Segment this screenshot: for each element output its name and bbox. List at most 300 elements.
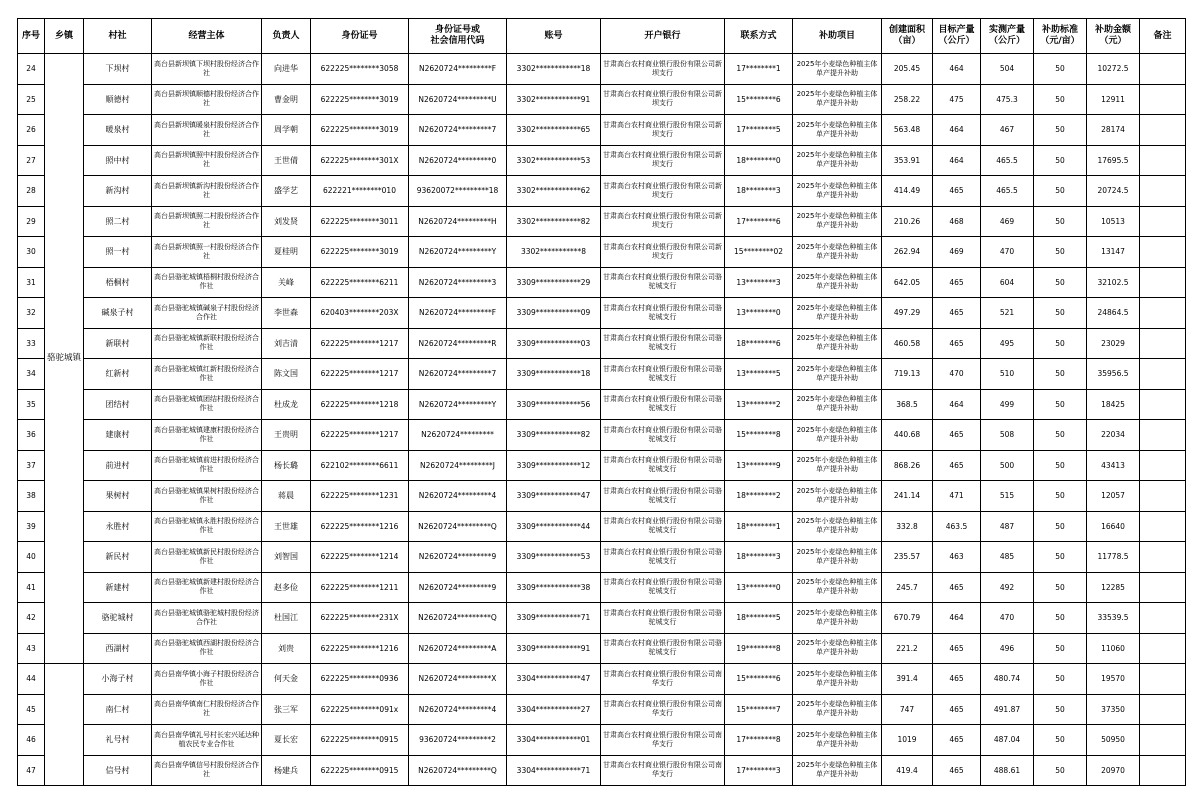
cell-project: 2025年小麦绿色种植主体单产提升补助	[793, 359, 882, 390]
cell-village: 新建村	[84, 572, 152, 603]
cell-account: 3309************12	[507, 450, 601, 481]
cell-area: 747	[882, 694, 933, 725]
cell-remark	[1140, 267, 1186, 298]
cell-seq: 25	[18, 84, 45, 115]
cell-bank: 甘肃高台农村商业银行股份有限公司南华支行	[601, 694, 725, 725]
header-bank: 开户银行	[601, 19, 725, 54]
cell-actual-yield: 504	[981, 54, 1034, 85]
cell-seq: 47	[18, 755, 45, 786]
cell-id-number: 622225********3019	[311, 84, 409, 115]
cell-project: 2025年小麦绿色种植主体单产提升补助	[793, 145, 882, 176]
cell-credit-code: N2620724*********Y	[409, 237, 507, 268]
cell-credit-code: N2620724*********X	[409, 664, 507, 695]
cell-phone: 15********6	[725, 84, 793, 115]
cell-village: 顺德村	[84, 84, 152, 115]
cell-remark	[1140, 115, 1186, 146]
cell-entity: 高台县南华镇小海子村股份经济合作社	[152, 664, 262, 695]
cell-project: 2025年小麦绿色种植主体单产提升补助	[793, 511, 882, 542]
cell-person: 杨建兵	[262, 755, 311, 786]
cell-bank: 甘肃高台农村商业银行股份有限公司骆驼城支行	[601, 481, 725, 512]
cell-bank: 甘肃高台农村商业银行股份有限公司新坝支行	[601, 54, 725, 85]
cell-subsidy-amount: 24864.5	[1087, 298, 1140, 329]
cell-credit-code: N2620724*********Q	[409, 511, 507, 542]
cell-id-number: 622225********1231	[311, 481, 409, 512]
cell-account: 3309************91	[507, 633, 601, 664]
cell-project: 2025年小麦绿色种植主体单产提升补助	[793, 694, 882, 725]
cell-account: 3302***********8	[507, 237, 601, 268]
cell-target-yield: 465	[933, 725, 981, 756]
cell-subsidy-amount: 12285	[1087, 572, 1140, 603]
cell-seq: 32	[18, 298, 45, 329]
cell-village: 新联村	[84, 328, 152, 359]
cell-phone: 18********2	[725, 481, 793, 512]
table-row	[18, 389, 1186, 420]
cell-seq: 28	[18, 176, 45, 207]
cell-id-number: 622225********231X	[311, 603, 409, 634]
cell-village: 永胜村	[84, 511, 152, 542]
cell-seq: 36	[18, 420, 45, 451]
cell-actual-yield: 485	[981, 542, 1034, 573]
cell-area: 460.58	[882, 328, 933, 359]
cell-seq: 27	[18, 145, 45, 176]
cell-target-yield: 464	[933, 115, 981, 146]
cell-target-yield: 464	[933, 54, 981, 85]
cell-bank: 甘肃高台农村商业银行股份有限公司骆驼城支行	[601, 328, 725, 359]
cell-remark	[1140, 664, 1186, 695]
cell-credit-code: N2620724*********7	[409, 115, 507, 146]
table-row	[18, 176, 1186, 207]
cell-entity: 高台县骆驼城镇骆驼城村股份经济合作社	[152, 603, 262, 634]
cell-target-yield: 465	[933, 694, 981, 725]
cell-phone: 15********8	[725, 420, 793, 451]
cell-phone: 17********1	[725, 54, 793, 85]
cell-account: 3309************29	[507, 267, 601, 298]
cell-bank: 甘肃高台农村商业银行股份有限公司骆驼城支行	[601, 389, 725, 420]
cell-credit-code: N2620724*********Q	[409, 755, 507, 786]
cell-area: 235.57	[882, 542, 933, 573]
cell-village: 建康村	[84, 420, 152, 451]
cell-account: 3309************44	[507, 511, 601, 542]
cell-project: 2025年小麦绿色种植主体单产提升补助	[793, 420, 882, 451]
cell-credit-code: N2620724*********Q	[409, 603, 507, 634]
cell-village: 下坝村	[84, 54, 152, 85]
cell-subsidy-standard: 50	[1034, 328, 1087, 359]
cell-seq: 38	[18, 481, 45, 512]
cell-target-yield: 465	[933, 298, 981, 329]
table-row	[18, 481, 1186, 512]
cell-target-yield: 468	[933, 206, 981, 237]
cell-village: 梧桐村	[84, 267, 152, 298]
cell-credit-code: N2620724*********4	[409, 481, 507, 512]
cell-project: 2025年小麦绿色种植主体单产提升补助	[793, 755, 882, 786]
cell-account: 3302************62	[507, 176, 601, 207]
cell-target-yield: 471	[933, 481, 981, 512]
cell-bank: 甘肃高台农村商业银行股份有限公司新坝支行	[601, 84, 725, 115]
cell-remark	[1140, 359, 1186, 390]
cell-seq: 29	[18, 206, 45, 237]
cell-seq: 26	[18, 115, 45, 146]
header-seq: 序号	[18, 19, 45, 54]
cell-target-yield: 463.5	[933, 511, 981, 542]
cell-account: 3304************71	[507, 755, 601, 786]
subsidy-table	[17, 18, 1186, 786]
cell-subsidy-standard: 50	[1034, 298, 1087, 329]
header-row	[18, 19, 1186, 54]
table-row	[18, 572, 1186, 603]
table-row	[18, 664, 1186, 695]
cell-credit-code: N2620724*********R	[409, 328, 507, 359]
cell-credit-code: N2620724*********F	[409, 298, 507, 329]
cell-phone: 18********3	[725, 542, 793, 573]
cell-project: 2025年小麦绿色种植主体单产提升补助	[793, 115, 882, 146]
cell-village: 新民村	[84, 542, 152, 573]
cell-person: 盛学艺	[262, 176, 311, 207]
cell-account: 3304************27	[507, 694, 601, 725]
cell-subsidy-standard: 50	[1034, 176, 1087, 207]
cell-actual-yield: 480.74	[981, 664, 1034, 695]
cell-town-blank	[45, 664, 84, 786]
cell-remark	[1140, 694, 1186, 725]
header-person: 负责人	[262, 19, 311, 54]
cell-seq: 30	[18, 237, 45, 268]
cell-person: 刘吉清	[262, 328, 311, 359]
cell-bank: 甘肃高台农村商业银行股份有限公司骆驼城支行	[601, 511, 725, 542]
cell-bank: 甘肃高台农村商业银行股份有限公司骆驼城支行	[601, 542, 725, 573]
cell-subsidy-standard: 50	[1034, 603, 1087, 634]
cell-village: 碱泉子村	[84, 298, 152, 329]
cell-subsidy-amount: 33539.5	[1087, 603, 1140, 634]
table-row	[18, 542, 1186, 573]
cell-remark	[1140, 511, 1186, 542]
cell-project: 2025年小麦绿色种植主体单产提升补助	[793, 176, 882, 207]
cell-target-yield: 465	[933, 328, 981, 359]
cell-phone: 17********3	[725, 755, 793, 786]
cell-id-number: 622225********3011	[311, 206, 409, 237]
cell-area: 642.05	[882, 267, 933, 298]
cell-project: 2025年小麦绿色种植主体单产提升补助	[793, 572, 882, 603]
cell-target-yield: 465	[933, 633, 981, 664]
cell-phone: 19********8	[725, 633, 793, 664]
cell-entity: 高台县骆驼城镇新民村股份经济合作社	[152, 542, 262, 573]
cell-subsidy-standard: 50	[1034, 54, 1087, 85]
cell-credit-code: N2620724*********H	[409, 206, 507, 237]
table-header	[18, 19, 1186, 54]
cell-entity: 高台县新坝镇暖泉村股份经济合作社	[152, 115, 262, 146]
cell-subsidy-amount: 16640	[1087, 511, 1140, 542]
header-village: 村社	[84, 19, 152, 54]
cell-target-yield: 465	[933, 267, 981, 298]
cell-actual-yield: 487.04	[981, 725, 1034, 756]
cell-area: 391.4	[882, 664, 933, 695]
cell-phone: 18********6	[725, 328, 793, 359]
header-project: 补助项目	[793, 19, 882, 54]
cell-entity: 高台县骆驼城镇前进村股份经济合作社	[152, 450, 262, 481]
cell-person: 向进华	[262, 54, 311, 85]
cell-seq: 42	[18, 603, 45, 634]
cell-person: 刘智国	[262, 542, 311, 573]
cell-area: 262.94	[882, 237, 933, 268]
cell-subsidy-amount: 12911	[1087, 84, 1140, 115]
cell-entity: 高台县骆驼城镇新联村股份经济合作社	[152, 328, 262, 359]
cell-actual-yield: 465.5	[981, 176, 1034, 207]
header-subsidy-standard: 补助标准 （元/亩）	[1034, 19, 1087, 54]
cell-area: 241.14	[882, 481, 933, 512]
cell-subsidy-standard: 50	[1034, 450, 1087, 481]
cell-phone: 13********5	[725, 359, 793, 390]
cell-remark	[1140, 176, 1186, 207]
cell-subsidy-amount: 13147	[1087, 237, 1140, 268]
cell-seq: 46	[18, 725, 45, 756]
cell-village: 新沟村	[84, 176, 152, 207]
cell-bank: 甘肃高台农村商业银行股份有限公司南华支行	[601, 755, 725, 786]
cell-village: 南仁村	[84, 694, 152, 725]
cell-subsidy-standard: 50	[1034, 115, 1087, 146]
cell-credit-code: 93620072*********18	[409, 176, 507, 207]
cell-subsidy-standard: 50	[1034, 237, 1087, 268]
cell-account: 3309************82	[507, 420, 601, 451]
cell-credit-code: N2620724*********A	[409, 633, 507, 664]
cell-bank: 甘肃高台农村商业银行股份有限公司骆驼城支行	[601, 603, 725, 634]
cell-id-number: 622221********010	[311, 176, 409, 207]
cell-bank: 甘肃高台农村商业银行股份有限公司新坝支行	[601, 115, 725, 146]
cell-village: 信号村	[84, 755, 152, 786]
cell-project: 2025年小麦绿色种植主体单产提升补助	[793, 450, 882, 481]
cell-subsidy-standard: 50	[1034, 420, 1087, 451]
cell-entity: 高台县新坝镇照中村股份经济合作社	[152, 145, 262, 176]
cell-entity: 高台县南华镇南仁村股份经济合作社	[152, 694, 262, 725]
cell-id-number: 622225********1217	[311, 328, 409, 359]
table-row	[18, 54, 1186, 85]
cell-subsidy-standard: 50	[1034, 633, 1087, 664]
table-row	[18, 328, 1186, 359]
cell-area: 414.49	[882, 176, 933, 207]
cell-account: 3309************53	[507, 542, 601, 573]
cell-actual-yield: 465.5	[981, 145, 1034, 176]
cell-village: 骆驼城村	[84, 603, 152, 634]
cell-village: 礼号村	[84, 725, 152, 756]
cell-project: 2025年小麦绿色种植主体单产提升补助	[793, 206, 882, 237]
cell-village: 照中村	[84, 145, 152, 176]
cell-area: 440.68	[882, 420, 933, 451]
cell-id-number: 622225********3019	[311, 237, 409, 268]
cell-id-number: 622225********6211	[311, 267, 409, 298]
cell-phone: 17********8	[725, 725, 793, 756]
cell-actual-yield: 491.87	[981, 694, 1034, 725]
cell-target-yield: 470	[933, 359, 981, 390]
header-target-yield: 目标产量 （公斤）	[933, 19, 981, 54]
cell-target-yield: 465	[933, 664, 981, 695]
cell-id-number: 620403********203X	[311, 298, 409, 329]
cell-target-yield: 465	[933, 420, 981, 451]
cell-id-number: 622225********0915	[311, 725, 409, 756]
table-row	[18, 84, 1186, 115]
cell-area: 368.5	[882, 389, 933, 420]
cell-id-number: 622225********1217	[311, 359, 409, 390]
cell-project: 2025年小麦绿色种植主体单产提升补助	[793, 664, 882, 695]
cell-subsidy-standard: 50	[1034, 511, 1087, 542]
cell-phone: 18********1	[725, 511, 793, 542]
cell-entity: 高台县骆驼城镇西湖村股份经济合作社	[152, 633, 262, 664]
cell-town: 骆驼城镇	[45, 54, 84, 664]
cell-entity: 高台县骆驼城镇果树村股份经济合作社	[152, 481, 262, 512]
cell-actual-yield: 487	[981, 511, 1034, 542]
cell-credit-code: N2620724*********4	[409, 694, 507, 725]
cell-subsidy-standard: 50	[1034, 267, 1087, 298]
cell-person: 夏长宏	[262, 725, 311, 756]
cell-credit-code: N2620724*********9	[409, 542, 507, 573]
cell-person: 王贵明	[262, 420, 311, 451]
header-entity: 经营主体	[152, 19, 262, 54]
cell-actual-yield: 604	[981, 267, 1034, 298]
cell-bank: 甘肃高台农村商业银行股份有限公司骆驼城支行	[601, 359, 725, 390]
cell-remark	[1140, 603, 1186, 634]
cell-phone: 13********2	[725, 389, 793, 420]
cell-remark	[1140, 389, 1186, 420]
cell-person: 赵多俭	[262, 572, 311, 603]
cell-subsidy-amount: 43413	[1087, 450, 1140, 481]
cell-project: 2025年小麦绿色种植主体单产提升补助	[793, 54, 882, 85]
cell-seq: 24	[18, 54, 45, 85]
cell-area: 245.7	[882, 572, 933, 603]
cell-remark	[1140, 572, 1186, 603]
cell-remark	[1140, 755, 1186, 786]
cell-entity: 高台县南华镇礼号村长宏兴延达种植农民专业合作社	[152, 725, 262, 756]
cell-target-yield: 463	[933, 542, 981, 573]
cell-entity: 高台县骆驼城镇碱泉子村股份经济合作社	[152, 298, 262, 329]
cell-seq: 41	[18, 572, 45, 603]
cell-credit-code: N2620724*********0	[409, 145, 507, 176]
table-row	[18, 420, 1186, 451]
cell-subsidy-standard: 50	[1034, 359, 1087, 390]
cell-credit-code: 93620724*********2	[409, 725, 507, 756]
cell-bank: 甘肃高台农村商业银行股份有限公司骆驼城支行	[601, 450, 725, 481]
table-body	[18, 54, 1186, 786]
cell-actual-yield: 521	[981, 298, 1034, 329]
cell-id-number: 622225********1214	[311, 542, 409, 573]
cell-area: 205.45	[882, 54, 933, 85]
cell-subsidy-standard: 50	[1034, 572, 1087, 603]
cell-id-number: 622102********6611	[311, 450, 409, 481]
cell-account: 3309************47	[507, 481, 601, 512]
cell-account: 3304************01	[507, 725, 601, 756]
cell-subsidy-amount: 18425	[1087, 389, 1140, 420]
cell-account: 3302************82	[507, 206, 601, 237]
cell-subsidy-amount: 35956.5	[1087, 359, 1140, 390]
cell-id-number: 622225********1216	[311, 633, 409, 664]
cell-credit-code: N2620724*********7	[409, 359, 507, 390]
cell-account: 3309************56	[507, 389, 601, 420]
cell-phone: 15********7	[725, 694, 793, 725]
cell-actual-yield: 488.61	[981, 755, 1034, 786]
cell-subsidy-standard: 50	[1034, 145, 1087, 176]
cell-person: 王世倩	[262, 145, 311, 176]
cell-seq: 45	[18, 694, 45, 725]
cell-project: 2025年小麦绿色种植主体单产提升补助	[793, 603, 882, 634]
cell-id-number: 622225********1218	[311, 389, 409, 420]
cell-area: 353.91	[882, 145, 933, 176]
cell-phone: 18********3	[725, 176, 793, 207]
cell-id-number: 622225********091x	[311, 694, 409, 725]
cell-target-yield: 465	[933, 450, 981, 481]
cell-project: 2025年小麦绿色种植主体单产提升补助	[793, 542, 882, 573]
cell-phone: 13********0	[725, 572, 793, 603]
cell-seq: 33	[18, 328, 45, 359]
cell-area: 221.2	[882, 633, 933, 664]
cell-village: 果树村	[84, 481, 152, 512]
cell-village: 红新村	[84, 359, 152, 390]
cell-subsidy-standard: 50	[1034, 725, 1087, 756]
cell-actual-yield: 508	[981, 420, 1034, 451]
cell-subsidy-amount: 19570	[1087, 664, 1140, 695]
cell-area: 332.8	[882, 511, 933, 542]
cell-entity: 高台县新坝镇照二村股份经济合作社	[152, 206, 262, 237]
cell-person: 刘贵	[262, 633, 311, 664]
cell-actual-yield: 469	[981, 206, 1034, 237]
cell-seq: 39	[18, 511, 45, 542]
cell-seq: 37	[18, 450, 45, 481]
cell-project: 2025年小麦绿色种植主体单产提升补助	[793, 84, 882, 115]
cell-area: 210.26	[882, 206, 933, 237]
cell-credit-code: N2620724*********Y	[409, 389, 507, 420]
cell-project: 2025年小麦绿色种植主体单产提升补助	[793, 389, 882, 420]
cell-area: 719.13	[882, 359, 933, 390]
cell-subsidy-amount: 11060	[1087, 633, 1140, 664]
cell-id-number: 622225********0936	[311, 664, 409, 695]
header-account: 账号	[507, 19, 601, 54]
table-row	[18, 633, 1186, 664]
cell-id-number: 622225********1216	[311, 511, 409, 542]
cell-subsidy-standard: 50	[1034, 542, 1087, 573]
cell-remark	[1140, 725, 1186, 756]
cell-person: 刘发贤	[262, 206, 311, 237]
cell-actual-yield: 492	[981, 572, 1034, 603]
cell-person: 何天金	[262, 664, 311, 695]
cell-project: 2025年小麦绿色种植主体单产提升补助	[793, 633, 882, 664]
cell-account: 3302************53	[507, 145, 601, 176]
cell-account: 3309************38	[507, 572, 601, 603]
cell-credit-code: N2620724*********	[409, 420, 507, 451]
cell-remark	[1140, 54, 1186, 85]
cell-subsidy-amount: 37350	[1087, 694, 1140, 725]
cell-subsidy-amount: 28174	[1087, 115, 1140, 146]
cell-id-number: 622225********1211	[311, 572, 409, 603]
cell-seq: 31	[18, 267, 45, 298]
cell-entity: 高台县新坝镇照一村股份经济合作社	[152, 237, 262, 268]
cell-credit-code: N2620724*********3	[409, 267, 507, 298]
cell-account: 3309************03	[507, 328, 601, 359]
table-row	[18, 511, 1186, 542]
cell-subsidy-amount: 12057	[1087, 481, 1140, 512]
cell-subsidy-standard: 50	[1034, 481, 1087, 512]
cell-credit-code: N2620724*********J	[409, 450, 507, 481]
cell-subsidy-standard: 50	[1034, 206, 1087, 237]
cell-entity: 高台县骆驼城镇新建村股份经济合作社	[152, 572, 262, 603]
cell-target-yield: 469	[933, 237, 981, 268]
cell-entity: 高台县骆驼城镇建康村股份经济合作社	[152, 420, 262, 451]
cell-bank: 甘肃高台农村商业银行股份有限公司骆驼城支行	[601, 633, 725, 664]
cell-phone: 17********5	[725, 115, 793, 146]
cell-project: 2025年小麦绿色种植主体单产提升补助	[793, 267, 882, 298]
cell-remark	[1140, 298, 1186, 329]
cell-subsidy-standard: 50	[1034, 755, 1087, 786]
cell-person: 关峰	[262, 267, 311, 298]
cell-village: 照二村	[84, 206, 152, 237]
cell-project: 2025年小麦绿色种植主体单产提升补助	[793, 481, 882, 512]
cell-bank: 甘肃高台农村商业银行股份有限公司骆驼城支行	[601, 420, 725, 451]
cell-seq: 43	[18, 633, 45, 664]
cell-area: 670.79	[882, 603, 933, 634]
table-row	[18, 694, 1186, 725]
